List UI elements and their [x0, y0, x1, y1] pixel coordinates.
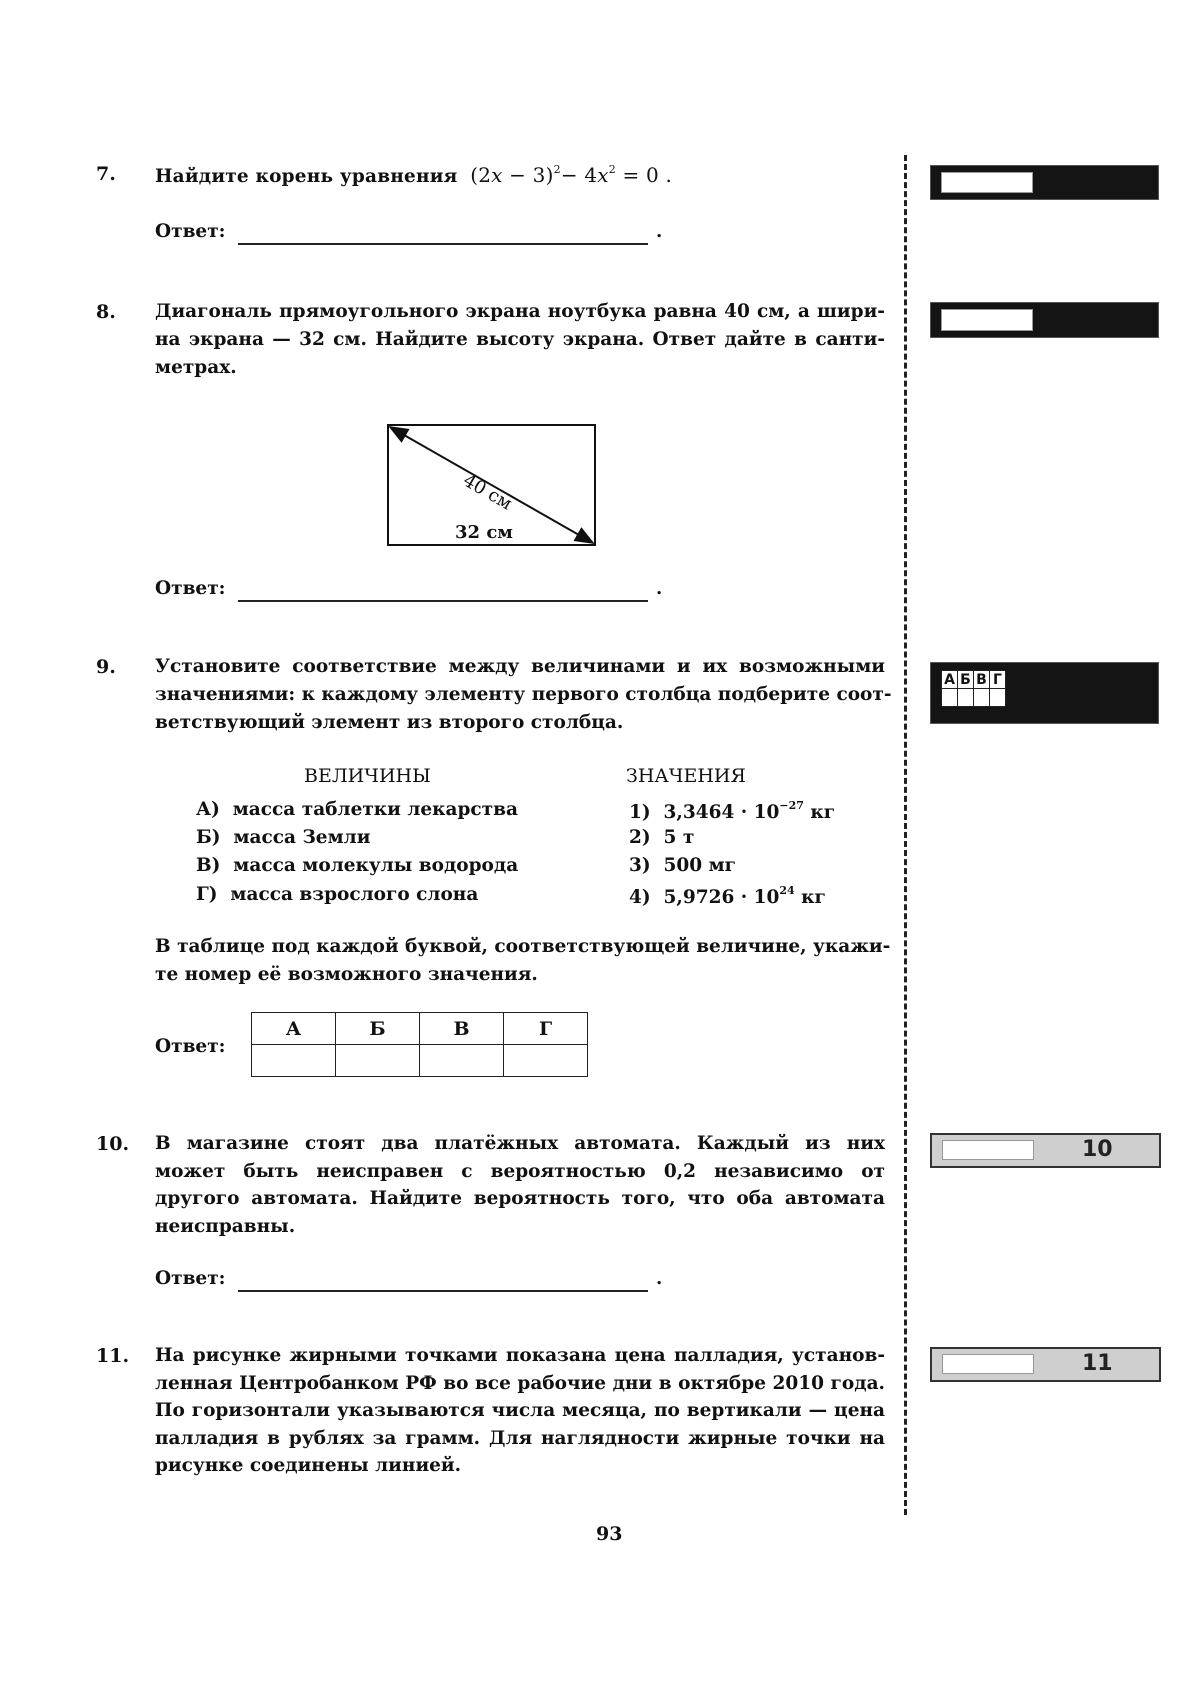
answer-box-9: [930, 662, 1159, 724]
answer-label: Ответ:: [155, 221, 226, 242]
question-9-answer-table: [251, 1012, 588, 1077]
table-header-a: А: [252, 1013, 336, 1045]
cut-line-divider: [904, 155, 907, 1515]
eq-exp: 2: [553, 163, 561, 176]
grid-letter: А: [942, 671, 958, 689]
answer-cell-v[interactable]: [420, 1045, 504, 1077]
answer-box-10-field[interactable]: [942, 1140, 1034, 1160]
eq-part: = 0 .: [615, 163, 673, 187]
left-item: [196, 827, 370, 848]
item-key: 1): [629, 802, 651, 823]
table-header-b: Б: [336, 1013, 420, 1045]
answer-box-9-grid: [941, 670, 1006, 707]
item-key: А): [196, 799, 220, 820]
right-item: [629, 799, 835, 823]
eq-exp: 2: [608, 163, 616, 176]
item-value: 500 мг: [663, 855, 736, 876]
item-value: 3,3464 · 10: [663, 802, 780, 823]
answer-label: Ответ:: [155, 1268, 226, 1289]
question-8-line: Диагональ прямоугольного экрана ноутбука равна 40 см, а шири-: [155, 301, 885, 322]
question-8-line: метрах.: [155, 357, 237, 378]
question-9-instruction: В таблице под каждой буквой, соответствующей величине, укажи-: [155, 936, 891, 957]
item-text: масса молекулы водорода: [233, 855, 519, 876]
question-9-line: значениями: к каждому элементу первого столбца подберите соот-: [155, 684, 892, 705]
question-10-number: 10.: [96, 1133, 130, 1155]
diagonal-label: 40 см: [459, 470, 516, 515]
question-9-line: Установите соответствие между величинами и их возможными: [155, 656, 885, 677]
right-item: [629, 855, 736, 876]
answer-box-11: [930, 1347, 1161, 1382]
item-value: 5 т: [663, 827, 695, 848]
answer-cell-b[interactable]: [336, 1045, 420, 1077]
grid-letter: Г: [990, 671, 1006, 689]
item-key: 4): [629, 887, 651, 908]
answer-dot: .: [656, 221, 663, 242]
question-8-line: на экрана — 32 см. Найдите высоту экрана. Ответ дайте в санти-: [155, 329, 885, 350]
question-10-answer-field[interactable]: [238, 1290, 648, 1292]
question-11-line: По горизонтали указываются числа месяца, по вертикали — цена: [155, 1400, 885, 1421]
item-key: Г): [196, 884, 218, 905]
right-column-header: ЗНАЧЕНИЯ: [626, 765, 746, 787]
question-8-number: 8.: [96, 301, 116, 323]
answer-box-7: [930, 165, 1159, 200]
eq-part: − 3): [502, 163, 554, 187]
right-item: [629, 884, 826, 908]
left-item: [196, 855, 518, 876]
answer-dot: .: [656, 1268, 663, 1289]
question-9-instruction: те номер её возможного значения.: [155, 964, 538, 985]
question-10-line: В магазине стоят два платёжных автомата. Каждый из них: [155, 1133, 885, 1154]
eq-var: x: [491, 163, 503, 187]
question-11-line: рисунке соединены линией.: [155, 1455, 462, 1476]
table-header-g: Г: [504, 1013, 588, 1045]
item-key: Б): [196, 827, 221, 848]
grid-letter: В: [974, 671, 990, 689]
item-exp: 24: [779, 884, 795, 897]
item-key: В): [196, 855, 221, 876]
question-7-prompt: Найдите корень уравнения: [155, 166, 458, 187]
item-exp: −27: [779, 799, 804, 812]
question-7-text: [155, 163, 672, 187]
width-label: 32 см: [455, 522, 513, 543]
item-unit: кг: [803, 802, 836, 823]
answer-box-7-field[interactable]: [941, 172, 1033, 193]
eq-part: − 4: [560, 163, 598, 187]
item-key: 3): [629, 855, 651, 876]
eq-var: x: [597, 163, 609, 187]
question-10-line: неисправны.: [155, 1216, 296, 1237]
answer-box-11-field[interactable]: [942, 1354, 1034, 1374]
grid-cell[interactable]: [942, 689, 958, 707]
question-9-line: ветствующий элемент из второго столбца.: [155, 712, 624, 733]
question-9-number: 9.: [96, 656, 116, 678]
question-10-line: другого автомата. Найдите вероятность того, что оба автомата: [155, 1188, 885, 1209]
answer-box-8-field[interactable]: [941, 309, 1033, 331]
grid-letter: Б: [958, 671, 974, 689]
question-7-answer-field[interactable]: [238, 243, 648, 245]
answer-label: Ответ:: [155, 578, 226, 599]
right-item: [629, 827, 694, 848]
item-value: 5,9726 · 10: [663, 887, 780, 908]
question-11-number: 11.: [96, 1345, 130, 1367]
question-7-number: 7.: [96, 163, 116, 185]
question-11-line: На рисунке жирными точками показана цена палладия, установ-: [155, 1345, 885, 1366]
answer-box-10: [930, 1133, 1161, 1168]
item-text: масса Земли: [233, 827, 371, 848]
left-column-header: ВЕЛИЧИНЫ: [304, 765, 431, 787]
answer-box-8: [930, 302, 1159, 338]
answer-cell-a[interactable]: [252, 1045, 336, 1077]
grid-cell[interactable]: [958, 689, 974, 707]
question-11-line: ленная Центробанком РФ во все рабочие дни в октябре 2010 года.: [155, 1373, 885, 1394]
grid-cell[interactable]: [974, 689, 990, 707]
answer-box-11-label: 11: [1082, 1351, 1113, 1376]
left-item: [196, 799, 518, 820]
item-text: масса взрослого слона: [230, 884, 479, 905]
answer-label: Ответ:: [155, 1036, 226, 1057]
item-text: масса таблетки лекарства: [232, 799, 518, 820]
eq-part: (2: [470, 163, 492, 187]
left-item: [196, 884, 478, 905]
page-number: 93: [596, 1523, 623, 1545]
question-11-line: палладия в рублях за грамм. Для наглядности жирные точки на: [155, 1428, 885, 1449]
question-7-equation: [470, 163, 672, 187]
table-header-v: В: [420, 1013, 504, 1045]
question-8-answer-field[interactable]: [238, 600, 648, 602]
item-key: 2): [629, 827, 651, 848]
answer-dot: .: [656, 578, 663, 599]
grid-cell[interactable]: [990, 689, 1006, 707]
answer-box-10-label: 10: [1082, 1137, 1113, 1162]
item-unit: кг: [794, 887, 826, 908]
answer-cell-g[interactable]: [504, 1045, 588, 1077]
question-10-line: может быть неисправен с вероятностью 0,2 независимо от: [155, 1161, 885, 1182]
